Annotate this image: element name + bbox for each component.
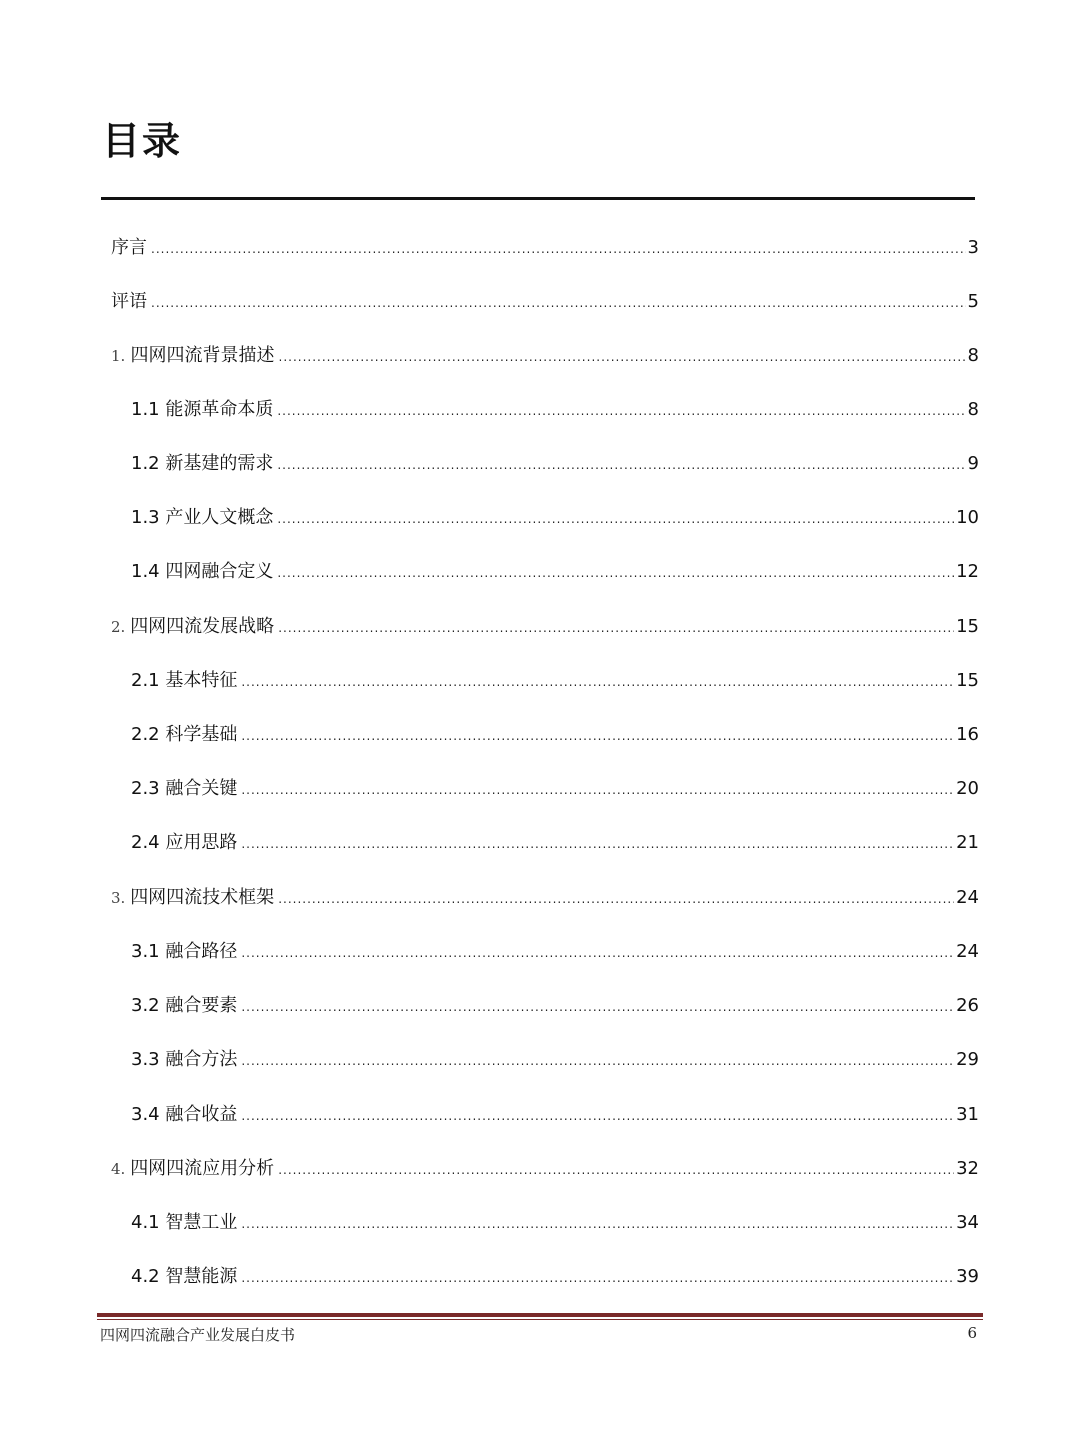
toc-entry-page: 9 — [967, 453, 979, 474]
toc-leader-dots — [151, 290, 966, 316]
toc-entry-title: 四网四流背景描述 — [130, 345, 275, 366]
footer-divider-thin — [97, 1319, 983, 1320]
footer-document-title: 四网四流融合产业发展白皮书 — [100, 1326, 296, 1344]
toc-entry-page: 32 — [956, 1158, 979, 1179]
toc-section-entry[interactable] — [131, 1264, 979, 1290]
toc-section-entry[interactable] — [131, 668, 979, 694]
toc-entry-title: 评语 — [111, 291, 147, 312]
toc-entry-page: 31 — [956, 1104, 979, 1125]
toc-entry[interactable] — [111, 235, 979, 261]
toc-section-entry[interactable] — [131, 451, 979, 477]
toc-entry-title: 2.3 融合关键 — [131, 778, 238, 799]
toc-leader-dots — [277, 560, 954, 586]
toc-leader-dots — [241, 1103, 954, 1129]
toc-leader-dots — [241, 1048, 954, 1074]
toc-leader-dots — [241, 723, 954, 749]
toc-entry-page: 15 — [956, 616, 979, 637]
toc-chapter-entry[interactable] — [111, 343, 979, 369]
toc-entry-page: 39 — [956, 1266, 979, 1287]
toc-section-entry[interactable] — [131, 776, 979, 802]
toc-entry-title: 3.3 融合方法 — [131, 1049, 238, 1070]
toc-entry-page: 26 — [956, 995, 979, 1016]
footer-divider-thick — [97, 1313, 983, 1317]
toc-entry-page: 21 — [956, 832, 979, 853]
toc-entry-title: 3.1 融合路径 — [131, 941, 238, 962]
toc-entry-page: 15 — [956, 670, 979, 691]
footer-page-number: 6 — [967, 1324, 977, 1342]
toc-leader-dots — [241, 1211, 954, 1237]
toc-section-entry[interactable] — [131, 397, 979, 423]
toc-chapter-number: 3. — [111, 889, 126, 907]
toc-leader-dots — [278, 615, 954, 641]
toc-entry-page: 34 — [956, 1212, 979, 1233]
toc-section-entry[interactable] — [131, 722, 979, 748]
toc-entry-title: 1.4 四网融合定义 — [131, 561, 274, 582]
toc-entry-page: 8 — [967, 399, 979, 420]
toc-entry-title: 1.3 产业人文概念 — [131, 507, 274, 528]
toc-entry-title: 2.2 科学基础 — [131, 724, 238, 745]
toc-entry-title: 2.4 应用思路 — [131, 832, 238, 853]
toc-leader-dots — [279, 344, 966, 370]
toc-chapter-number: 4. — [111, 1160, 126, 1178]
toc-entry-page: 3 — [967, 237, 979, 258]
toc-entry-title: 3.4 融合收益 — [131, 1104, 238, 1125]
toc-entry-page: 16 — [956, 724, 979, 745]
toc-entry-page: 5 — [967, 291, 979, 312]
toc-chapter-entry[interactable] — [111, 614, 979, 640]
toc-section-entry[interactable] — [131, 559, 979, 585]
toc-leader-dots — [278, 1157, 954, 1183]
toc-entry-title: 3.2 融合要素 — [131, 995, 238, 1016]
toc-section-entry[interactable] — [131, 1210, 979, 1236]
toc-section-entry[interactable] — [131, 993, 979, 1019]
toc-section-entry[interactable] — [131, 830, 979, 856]
toc-leader-dots — [277, 506, 954, 532]
toc-entry[interactable] — [111, 289, 979, 315]
toc-entry-title: 4.2 智慧能源 — [131, 1266, 238, 1287]
toc-entry-title: 四网四流技术框架 — [130, 887, 275, 908]
toc-leader-dots — [241, 940, 954, 966]
toc-chapter-entry[interactable] — [111, 1156, 979, 1182]
toc-leader-dots — [278, 886, 954, 912]
toc-entry-page: 20 — [956, 778, 979, 799]
toc-leader-dots — [151, 236, 966, 262]
toc-leader-dots — [241, 669, 954, 695]
toc-leader-dots — [241, 777, 954, 803]
toc-leader-dots — [241, 831, 954, 857]
toc-entry-title: 1.1 能源革命本质 — [131, 399, 274, 420]
toc-leader-dots — [277, 398, 965, 424]
toc-entry-title: 1.2 新基建的需求 — [131, 453, 274, 474]
toc-entry-page: 10 — [956, 507, 979, 528]
toc-section-entry[interactable] — [131, 1102, 979, 1128]
toc-entry-title: 四网四流应用分析 — [130, 1158, 275, 1179]
toc-entry-page: 12 — [956, 561, 979, 582]
toc-entry-title: 2.1 基本特征 — [131, 670, 238, 691]
toc-entry-page: 24 — [956, 941, 979, 962]
toc-section-entry[interactable] — [131, 1047, 979, 1073]
toc-entry-page: 29 — [956, 1049, 979, 1070]
toc-section-entry[interactable] — [131, 505, 979, 531]
toc-section-entry[interactable] — [131, 939, 979, 965]
toc-entry-title: 4.1 智慧工业 — [131, 1212, 238, 1233]
toc-chapter-number: 2. — [111, 618, 126, 636]
toc-entry-page: 24 — [956, 887, 979, 908]
toc-leader-dots — [277, 452, 965, 478]
toc-entry-title: 四网四流发展战略 — [130, 616, 275, 637]
toc-entry-title: 序言 — [111, 237, 147, 258]
page-title: 目录 — [102, 119, 183, 163]
toc-leader-dots — [241, 1265, 954, 1291]
toc-entry-page: 8 — [967, 345, 979, 366]
toc-chapter-number: 1. — [111, 347, 126, 365]
toc-leader-dots — [241, 994, 954, 1020]
toc-chapter-entry[interactable] — [111, 885, 979, 911]
